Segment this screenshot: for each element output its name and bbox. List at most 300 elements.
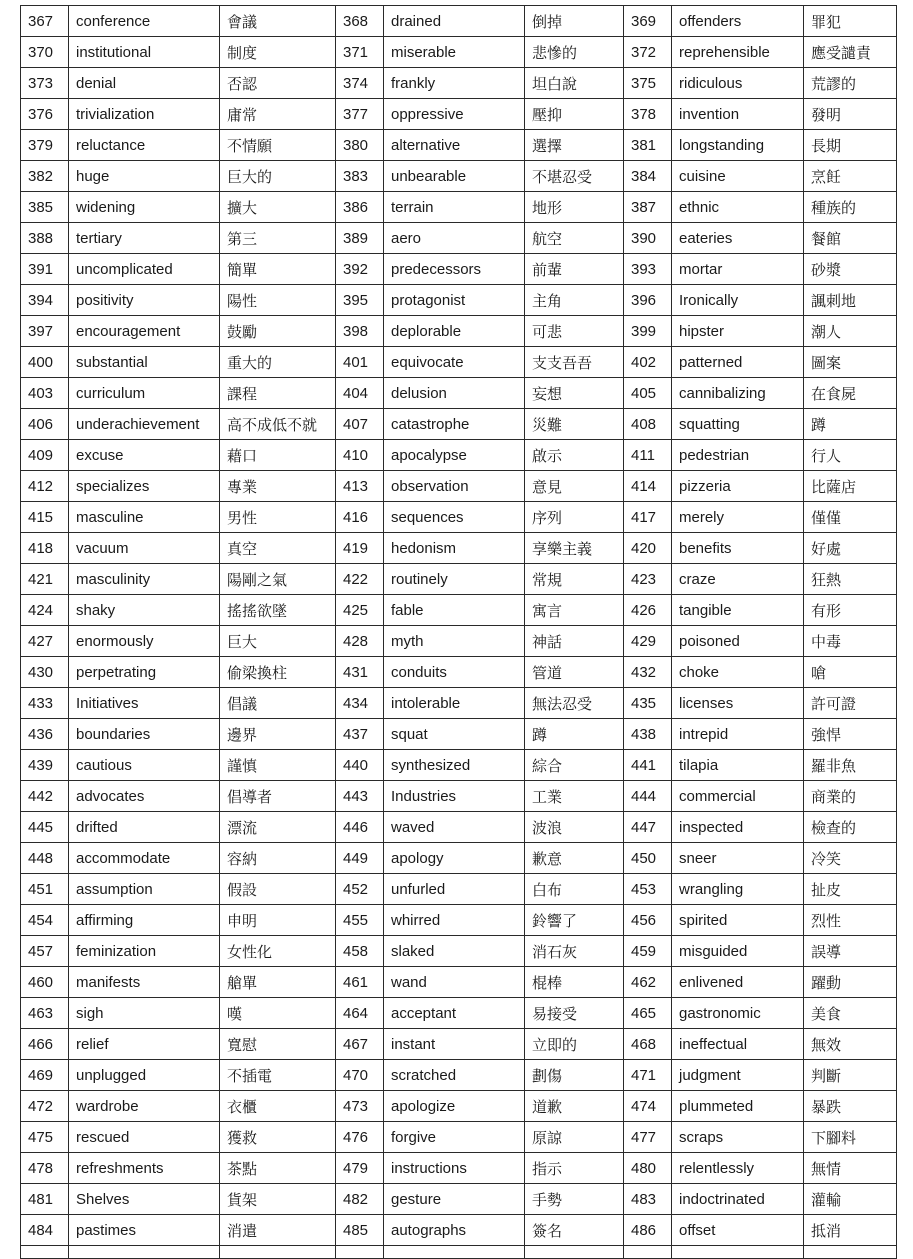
entry-translation: 偷梁換柱 bbox=[220, 657, 336, 688]
entry-translation: 不堪忍受 bbox=[525, 161, 624, 192]
table-row bbox=[21, 874, 897, 905]
entry-translation: 不情願 bbox=[220, 130, 336, 161]
entry-translation: 工業 bbox=[525, 781, 624, 812]
entry-word: wand bbox=[384, 967, 525, 998]
entry-word: Ironically bbox=[672, 285, 804, 316]
table-row bbox=[21, 1215, 897, 1246]
entry-word: ridiculous bbox=[672, 68, 804, 99]
table-row bbox=[21, 409, 897, 440]
table-row bbox=[21, 502, 897, 533]
entry-word: apology bbox=[384, 843, 525, 874]
table-row bbox=[21, 1060, 897, 1091]
entry-number: 472 bbox=[21, 1091, 69, 1122]
entry-word: conference bbox=[69, 6, 220, 37]
entry-number: 479 bbox=[336, 1153, 384, 1184]
entry-number: 405 bbox=[624, 378, 672, 409]
entry-number: 425 bbox=[336, 595, 384, 626]
table-row bbox=[21, 471, 897, 502]
entry-translation: 主角 bbox=[525, 285, 624, 316]
entry-translation: 庸常 bbox=[220, 99, 336, 130]
table-row bbox=[21, 657, 897, 688]
entry-number: 456 bbox=[624, 905, 672, 936]
entry-number: 378 bbox=[624, 99, 672, 130]
entry-word: inspected bbox=[672, 812, 804, 843]
entry-number: 445 bbox=[21, 812, 69, 843]
entry-translation: 歉意 bbox=[525, 843, 624, 874]
table-row bbox=[21, 967, 897, 998]
entry-number: 392 bbox=[336, 254, 384, 285]
entry-word: relief bbox=[69, 1029, 220, 1060]
entry-number: 397 bbox=[21, 316, 69, 347]
entry-translation: 享樂主義 bbox=[525, 533, 624, 564]
entry-number: 388 bbox=[21, 223, 69, 254]
entry-translation: 消石灰 bbox=[525, 936, 624, 967]
entry-word: underachievement bbox=[69, 409, 220, 440]
entry-number: 441 bbox=[624, 750, 672, 781]
entry-word: perpetrating bbox=[69, 657, 220, 688]
entry-translation: 航空 bbox=[525, 223, 624, 254]
entry-word: denial bbox=[69, 68, 220, 99]
entry-number: 416 bbox=[336, 502, 384, 533]
entry-word: boundaries bbox=[69, 719, 220, 750]
table-cell-cutoff bbox=[220, 1246, 336, 1259]
entry-word: patterned bbox=[672, 347, 804, 378]
entry-number: 461 bbox=[336, 967, 384, 998]
entry-translation: 好處 bbox=[804, 533, 897, 564]
entry-translation: 否認 bbox=[220, 68, 336, 99]
entry-number: 424 bbox=[21, 595, 69, 626]
entry-word: curriculum bbox=[69, 378, 220, 409]
entry-number: 384 bbox=[624, 161, 672, 192]
entry-word: aero bbox=[384, 223, 525, 254]
entry-translation: 種族的 bbox=[804, 192, 897, 223]
entry-translation: 道歉 bbox=[525, 1091, 624, 1122]
entry-translation: 漂流 bbox=[220, 812, 336, 843]
entry-number: 407 bbox=[336, 409, 384, 440]
entry-number: 482 bbox=[336, 1184, 384, 1215]
entry-word: affirming bbox=[69, 905, 220, 936]
entry-translation: 寬慰 bbox=[220, 1029, 336, 1060]
vocabulary-sheet bbox=[20, 5, 897, 1259]
entry-word: squatting bbox=[672, 409, 804, 440]
entry-word: eateries bbox=[672, 223, 804, 254]
entry-number: 399 bbox=[624, 316, 672, 347]
entry-translation: 獲救 bbox=[220, 1122, 336, 1153]
entry-translation: 扯皮 bbox=[804, 874, 897, 905]
entry-number: 480 bbox=[624, 1153, 672, 1184]
entry-word: sneer bbox=[672, 843, 804, 874]
entry-translation: 嗆 bbox=[804, 657, 897, 688]
vocabulary-table bbox=[20, 5, 897, 1259]
entry-number: 426 bbox=[624, 595, 672, 626]
entry-number: 406 bbox=[21, 409, 69, 440]
entry-number: 451 bbox=[21, 874, 69, 905]
entry-translation: 序列 bbox=[525, 502, 624, 533]
entry-word: feminization bbox=[69, 936, 220, 967]
entry-translation: 烈性 bbox=[804, 905, 897, 936]
entry-translation: 第三 bbox=[220, 223, 336, 254]
entry-word: plummeted bbox=[672, 1091, 804, 1122]
entry-number: 455 bbox=[336, 905, 384, 936]
entry-word: autographs bbox=[384, 1215, 525, 1246]
entry-word: apocalypse bbox=[384, 440, 525, 471]
entry-number: 453 bbox=[624, 874, 672, 905]
entry-translation: 坦白說 bbox=[525, 68, 624, 99]
entry-word: pedestrian bbox=[672, 440, 804, 471]
table-row bbox=[21, 254, 897, 285]
table-row bbox=[21, 1091, 897, 1122]
entry-translation: 烹飪 bbox=[804, 161, 897, 192]
entry-translation: 地形 bbox=[525, 192, 624, 223]
entry-word: invention bbox=[672, 99, 804, 130]
entry-number: 410 bbox=[336, 440, 384, 471]
entry-word: Initiatives bbox=[69, 688, 220, 719]
entry-number: 449 bbox=[336, 843, 384, 874]
entry-word: instant bbox=[384, 1029, 525, 1060]
entry-number: 464 bbox=[336, 998, 384, 1029]
entry-translation: 躍動 bbox=[804, 967, 897, 998]
entry-word: assumption bbox=[69, 874, 220, 905]
entry-translation: 邊界 bbox=[220, 719, 336, 750]
entry-word: choke bbox=[672, 657, 804, 688]
table-row bbox=[21, 719, 897, 750]
table-cell-cutoff bbox=[525, 1246, 624, 1259]
entry-translation: 荒謬的 bbox=[804, 68, 897, 99]
entry-number: 429 bbox=[624, 626, 672, 657]
entry-translation: 檢查的 bbox=[804, 812, 897, 843]
entry-translation: 課程 bbox=[220, 378, 336, 409]
entry-translation: 藉口 bbox=[220, 440, 336, 471]
entry-word: scraps bbox=[672, 1122, 804, 1153]
entry-translation: 發明 bbox=[804, 99, 897, 130]
entry-translation: 長期 bbox=[804, 130, 897, 161]
entry-word: forgive bbox=[384, 1122, 525, 1153]
entry-number: 458 bbox=[336, 936, 384, 967]
entry-word: catastrophe bbox=[384, 409, 525, 440]
entry-number: 439 bbox=[21, 750, 69, 781]
entry-number: 447 bbox=[624, 812, 672, 843]
table-cell-cutoff bbox=[624, 1246, 672, 1259]
entry-word: equivocate bbox=[384, 347, 525, 378]
vocabulary-table-body bbox=[21, 6, 897, 1259]
entry-number: 471 bbox=[624, 1060, 672, 1091]
entry-number: 440 bbox=[336, 750, 384, 781]
entry-number: 376 bbox=[21, 99, 69, 130]
entry-number: 481 bbox=[21, 1184, 69, 1215]
entry-number: 415 bbox=[21, 502, 69, 533]
entry-number: 418 bbox=[21, 533, 69, 564]
entry-number: 430 bbox=[21, 657, 69, 688]
entry-word: Industries bbox=[384, 781, 525, 812]
entry-translation: 許可證 bbox=[804, 688, 897, 719]
entry-number: 383 bbox=[336, 161, 384, 192]
entry-translation: 誤導 bbox=[804, 936, 897, 967]
entry-word: wrangling bbox=[672, 874, 804, 905]
entry-translation: 潮人 bbox=[804, 316, 897, 347]
entry-word: cautious bbox=[69, 750, 220, 781]
table-row bbox=[21, 285, 897, 316]
entry-number: 367 bbox=[21, 6, 69, 37]
table-cell-cutoff bbox=[336, 1246, 384, 1259]
entry-translation: 應受譴責 bbox=[804, 37, 897, 68]
entry-translation: 貨架 bbox=[220, 1184, 336, 1215]
entry-number: 404 bbox=[336, 378, 384, 409]
entry-word: miserable bbox=[384, 37, 525, 68]
entry-number: 387 bbox=[624, 192, 672, 223]
entry-word: pizzeria bbox=[672, 471, 804, 502]
entry-number: 409 bbox=[21, 440, 69, 471]
entry-translation: 搖搖欲墜 bbox=[220, 595, 336, 626]
entry-word: waved bbox=[384, 812, 525, 843]
entry-number: 468 bbox=[624, 1029, 672, 1060]
entry-word: reprehensible bbox=[672, 37, 804, 68]
entry-translation: 巨大的 bbox=[220, 161, 336, 192]
table-cell-cutoff bbox=[384, 1246, 525, 1259]
entry-translation: 支支吾吾 bbox=[525, 347, 624, 378]
entry-word: widening bbox=[69, 192, 220, 223]
entry-translation: 僅僅 bbox=[804, 502, 897, 533]
entry-word: ineffectual bbox=[672, 1029, 804, 1060]
entry-translation: 女性化 bbox=[220, 936, 336, 967]
entry-number: 423 bbox=[624, 564, 672, 595]
entry-number: 412 bbox=[21, 471, 69, 502]
entry-number: 466 bbox=[21, 1029, 69, 1060]
entry-word: excuse bbox=[69, 440, 220, 471]
entry-translation: 比薩店 bbox=[804, 471, 897, 502]
entry-number: 434 bbox=[336, 688, 384, 719]
entry-translation: 真空 bbox=[220, 533, 336, 564]
entry-word: gesture bbox=[384, 1184, 525, 1215]
entry-word: apologize bbox=[384, 1091, 525, 1122]
entry-number: 432 bbox=[624, 657, 672, 688]
entry-word: intrepid bbox=[672, 719, 804, 750]
entry-number: 411 bbox=[624, 440, 672, 471]
entry-word: masculinity bbox=[69, 564, 220, 595]
entry-word: benefits bbox=[672, 533, 804, 564]
entry-translation: 會議 bbox=[220, 6, 336, 37]
entry-translation: 倡議 bbox=[220, 688, 336, 719]
entry-translation: 劃傷 bbox=[525, 1060, 624, 1091]
entry-translation: 選擇 bbox=[525, 130, 624, 161]
entry-word: institutional bbox=[69, 37, 220, 68]
entry-translation: 美食 bbox=[804, 998, 897, 1029]
table-row bbox=[21, 626, 897, 657]
entry-word: cannibalizing bbox=[672, 378, 804, 409]
entry-number: 369 bbox=[624, 6, 672, 37]
entry-translation: 白布 bbox=[525, 874, 624, 905]
entry-translation: 高不成低不就 bbox=[220, 409, 336, 440]
entry-number: 398 bbox=[336, 316, 384, 347]
entry-translation: 倡導者 bbox=[220, 781, 336, 812]
entry-translation: 陽性 bbox=[220, 285, 336, 316]
entry-word: myth bbox=[384, 626, 525, 657]
entry-translation: 圖案 bbox=[804, 347, 897, 378]
entry-translation: 蹲 bbox=[525, 719, 624, 750]
entry-number: 475 bbox=[21, 1122, 69, 1153]
entry-translation: 意見 bbox=[525, 471, 624, 502]
entry-word: craze bbox=[672, 564, 804, 595]
entry-number: 393 bbox=[624, 254, 672, 285]
table-row bbox=[21, 37, 897, 68]
entry-word: oppressive bbox=[384, 99, 525, 130]
entry-translation: 商業的 bbox=[804, 781, 897, 812]
entry-number: 462 bbox=[624, 967, 672, 998]
entry-translation: 妄想 bbox=[525, 378, 624, 409]
entry-translation: 寓言 bbox=[525, 595, 624, 626]
entry-number: 485 bbox=[336, 1215, 384, 1246]
entry-number: 408 bbox=[624, 409, 672, 440]
entry-translation: 強悍 bbox=[804, 719, 897, 750]
entry-word: vacuum bbox=[69, 533, 220, 564]
entry-number: 433 bbox=[21, 688, 69, 719]
entry-translation: 手勢 bbox=[525, 1184, 624, 1215]
entry-word: positivity bbox=[69, 285, 220, 316]
table-cell-cutoff bbox=[69, 1246, 220, 1259]
entry-number: 374 bbox=[336, 68, 384, 99]
entry-number: 414 bbox=[624, 471, 672, 502]
table-row bbox=[21, 688, 897, 719]
entry-word: protagonist bbox=[384, 285, 525, 316]
entry-translation: 下腳料 bbox=[804, 1122, 897, 1153]
entry-word: Shelves bbox=[69, 1184, 220, 1215]
table-row-cutoff bbox=[21, 1246, 897, 1259]
entry-number: 381 bbox=[624, 130, 672, 161]
table-row bbox=[21, 1029, 897, 1060]
table-row bbox=[21, 564, 897, 595]
entry-number: 444 bbox=[624, 781, 672, 812]
entry-word: intolerable bbox=[384, 688, 525, 719]
entry-number: 474 bbox=[624, 1091, 672, 1122]
table-row bbox=[21, 347, 897, 378]
table-cell-cutoff bbox=[21, 1246, 69, 1259]
entry-number: 437 bbox=[336, 719, 384, 750]
entry-word: shaky bbox=[69, 595, 220, 626]
entry-number: 459 bbox=[624, 936, 672, 967]
entry-translation: 砂漿 bbox=[804, 254, 897, 285]
entry-word: misguided bbox=[672, 936, 804, 967]
entry-word: manifests bbox=[69, 967, 220, 998]
entry-word: alternative bbox=[384, 130, 525, 161]
entry-word: drained bbox=[384, 6, 525, 37]
entry-translation: 茶點 bbox=[220, 1153, 336, 1184]
table-row bbox=[21, 440, 897, 471]
entry-word: hedonism bbox=[384, 533, 525, 564]
entry-word: specializes bbox=[69, 471, 220, 502]
entry-word: encouragement bbox=[69, 316, 220, 347]
entry-word: huge bbox=[69, 161, 220, 192]
entry-word: poisoned bbox=[672, 626, 804, 657]
entry-translation: 重大的 bbox=[220, 347, 336, 378]
table-row bbox=[21, 936, 897, 967]
entry-word: hipster bbox=[672, 316, 804, 347]
entry-word: licenses bbox=[672, 688, 804, 719]
entry-word: scratched bbox=[384, 1060, 525, 1091]
entry-translation: 陽剛之氣 bbox=[220, 564, 336, 595]
entry-number: 422 bbox=[336, 564, 384, 595]
entry-word: mortar bbox=[672, 254, 804, 285]
entry-word: advocates bbox=[69, 781, 220, 812]
entry-number: 400 bbox=[21, 347, 69, 378]
entry-number: 463 bbox=[21, 998, 69, 1029]
entry-word: unbearable bbox=[384, 161, 525, 192]
entry-number: 385 bbox=[21, 192, 69, 223]
entry-translation: 申明 bbox=[220, 905, 336, 936]
entry-translation: 餐館 bbox=[804, 223, 897, 254]
table-row bbox=[21, 533, 897, 564]
entry-translation: 專業 bbox=[220, 471, 336, 502]
entry-number: 419 bbox=[336, 533, 384, 564]
entry-number: 436 bbox=[21, 719, 69, 750]
entry-number: 465 bbox=[624, 998, 672, 1029]
entry-translation: 灌輸 bbox=[804, 1184, 897, 1215]
entry-word: delusion bbox=[384, 378, 525, 409]
entry-number: 403 bbox=[21, 378, 69, 409]
entry-number: 390 bbox=[624, 223, 672, 254]
entry-word: gastronomic bbox=[672, 998, 804, 1029]
entry-translation: 諷刺地 bbox=[804, 285, 897, 316]
table-row bbox=[21, 905, 897, 936]
entry-number: 469 bbox=[21, 1060, 69, 1091]
table-row bbox=[21, 595, 897, 626]
entry-word: terrain bbox=[384, 192, 525, 223]
entry-word: tangible bbox=[672, 595, 804, 626]
table-row bbox=[21, 1122, 897, 1153]
entry-translation: 行人 bbox=[804, 440, 897, 471]
entry-translation: 綜合 bbox=[525, 750, 624, 781]
entry-word: enormously bbox=[69, 626, 220, 657]
table-row bbox=[21, 843, 897, 874]
entry-number: 457 bbox=[21, 936, 69, 967]
entry-word: accommodate bbox=[69, 843, 220, 874]
entry-translation: 不插電 bbox=[220, 1060, 336, 1091]
entry-translation: 無法忍受 bbox=[525, 688, 624, 719]
entry-word: slaked bbox=[384, 936, 525, 967]
entry-number: 460 bbox=[21, 967, 69, 998]
entry-word: deplorable bbox=[384, 316, 525, 347]
entry-number: 371 bbox=[336, 37, 384, 68]
table-row bbox=[21, 161, 897, 192]
entry-word: sigh bbox=[69, 998, 220, 1029]
entry-translation: 假設 bbox=[220, 874, 336, 905]
table-row bbox=[21, 130, 897, 161]
entry-number: 368 bbox=[336, 6, 384, 37]
entry-word: cuisine bbox=[672, 161, 804, 192]
entry-translation: 易接受 bbox=[525, 998, 624, 1029]
table-row bbox=[21, 812, 897, 843]
entry-translation: 立即的 bbox=[525, 1029, 624, 1060]
table-row bbox=[21, 316, 897, 347]
entry-translation: 蹲 bbox=[804, 409, 897, 440]
entry-number: 431 bbox=[336, 657, 384, 688]
entry-word: judgment bbox=[672, 1060, 804, 1091]
entry-number: 395 bbox=[336, 285, 384, 316]
entry-number: 386 bbox=[336, 192, 384, 223]
entry-word: drifted bbox=[69, 812, 220, 843]
entry-translation: 簽名 bbox=[525, 1215, 624, 1246]
table-row bbox=[21, 68, 897, 99]
entry-translation: 在食屍 bbox=[804, 378, 897, 409]
entry-word: predecessors bbox=[384, 254, 525, 285]
entry-translation: 倒掉 bbox=[525, 6, 624, 37]
entry-translation: 簡單 bbox=[220, 254, 336, 285]
entry-translation: 災難 bbox=[525, 409, 624, 440]
entry-word: relentlessly bbox=[672, 1153, 804, 1184]
entry-word: sequences bbox=[384, 502, 525, 533]
entry-word: longstanding bbox=[672, 130, 804, 161]
entry-translation: 中毒 bbox=[804, 626, 897, 657]
entry-word: wardrobe bbox=[69, 1091, 220, 1122]
entry-number: 394 bbox=[21, 285, 69, 316]
